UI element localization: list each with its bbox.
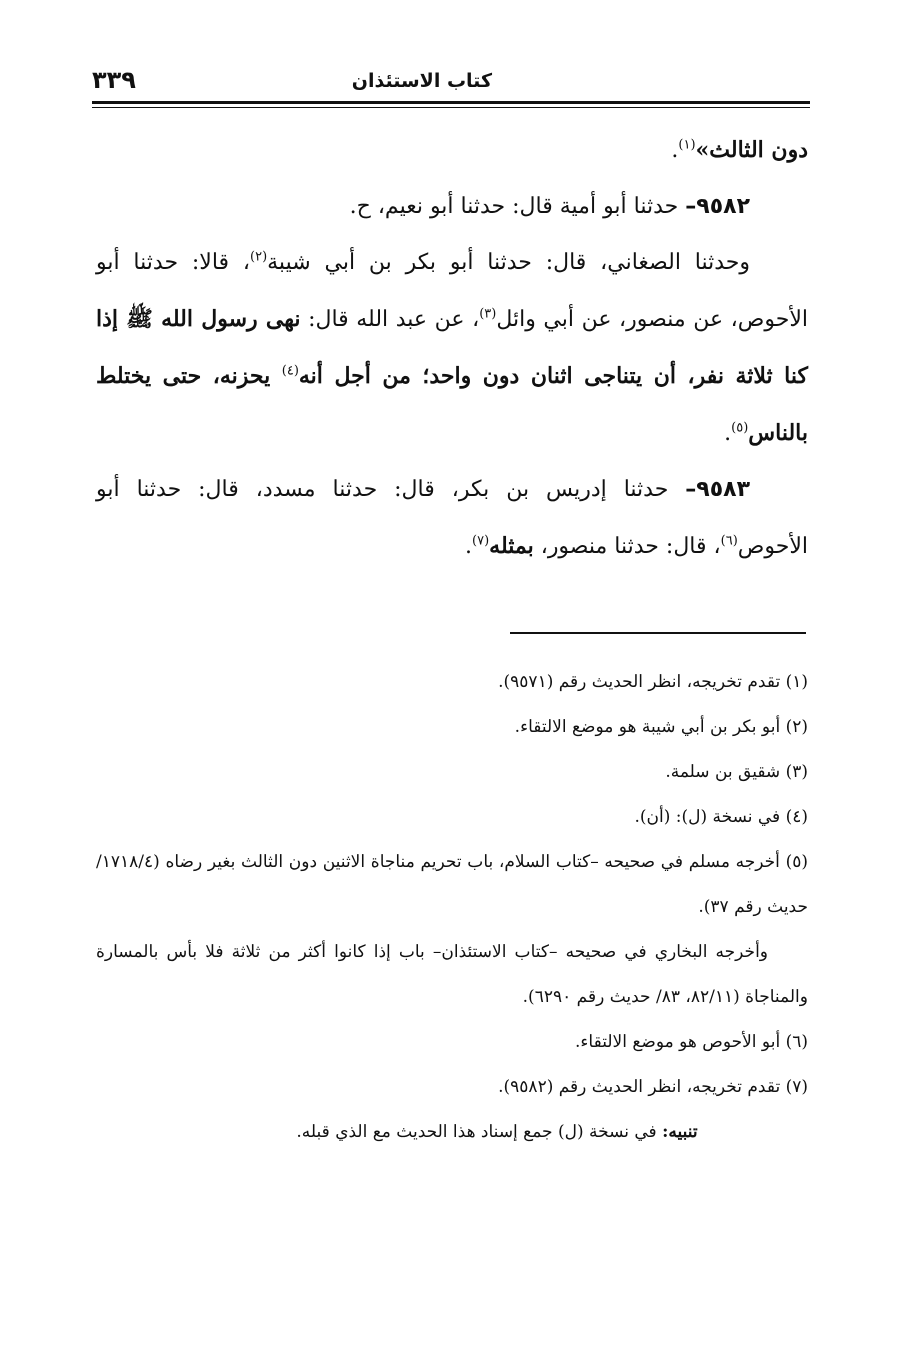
footnote-4: (٤) في نسخة (ل): (أن). — [634, 807, 808, 827]
chapter-title: كتاب الاستئذان — [351, 70, 492, 92]
footnote-ref: (١) — [678, 137, 696, 153]
footnotes — [96, 660, 808, 1155]
footnote-separator — [510, 632, 806, 634]
footnote-5-continued: وأخرجه البخاري في صحيحه –كتاب الاستئذان– باب إذا كانوا أكثر من ثلاثة فلا بأس بالمسارة والمناجاة (٨٢/١١، ٨٣/ حديث رقم ٦٢٩٠). — [96, 942, 808, 1007]
footnote-1: (١) تقدم تخريجه، انظر الحديث رقم (٩٥٧١). — [498, 672, 808, 692]
footnote-ref: (٦) — [720, 533, 738, 549]
hadith-number: ٩٥٨٣– — [685, 477, 750, 502]
hadith-9582: ٩٥٨٢– حدثنا أبو أمية قال: حدثنا أبو نعيم، ح. — [349, 194, 750, 219]
footnote-7: (٧) تقدم تخريجه، انظر الحديث رقم (٩٥٨٢). — [498, 1077, 808, 1097]
footnote-ref: (٤) — [281, 363, 299, 379]
header-rule-thin — [92, 107, 810, 108]
footnote-5: (٥) أخرجه مسلم في صحيحه –كتاب السلام، باب تحريم مناجاة الاثنين دون الثالث بغير رضاه (١٧١٨/٤/ حديث رقم ٣٧). — [96, 852, 808, 917]
footnote-6: (٦) أبو الأحوص هو موضع الالتقاء. — [575, 1032, 808, 1052]
page-number: ٣٣٩ — [92, 66, 136, 94]
note-label: تنبيه: — [662, 1122, 698, 1142]
footnote-2: (٢) أبو بكر بن أبي شيبة هو موضع الالتقاء. — [514, 717, 808, 737]
main-text — [96, 122, 808, 575]
hadith-matn: نهى رسول الله ﷺ إذا كنا ثلاثة نفر، أن يتناجى اثنان دون واحد؛ من أجل أنه — [96, 306, 808, 389]
footnote-ref: (٧) — [472, 533, 490, 549]
header-rule-thick — [92, 101, 810, 104]
hadith-9582-isnad: وحدثنا الصغاني، قال: حدثنا أبو بكر بن أبي شيبة$^{(٢)}$، قالا: حدثنا أبو الأحوص، عن منصور، عن أبي وائل$^{(٣)}$، عن عبد الله قال: نهى رسول الله ﷺ إذا كنا ثلاثة نفر، أن يتناجى اثنان دون واحد؛ من أجل أنه$^{(٤)}$ يحزنه، حتى يختلط بالناس$^{(٥)}$. — [96, 249, 808, 446]
running-header — [92, 66, 810, 100]
hadith-number: ٩٥٨٢– — [685, 194, 750, 219]
editor-note — [96, 1110, 808, 1155]
footnote-ref: (٢) — [250, 249, 268, 265]
footnote-3: (٣) شقيق بن سلمة. — [665, 762, 808, 782]
note-text: في نسخة (ل) جمع إسناد هذا الحديث مع الذي قبله. — [296, 1122, 663, 1142]
hadith-9583: ٩٥٨٣– حدثنا إدريس بن بكر، قال: حدثنا مسدد، قال: حدثنا أبو الأحوص$^{(٦)}$، قال: حدثنا منصور، بمثله$^{(٧)}$. — [96, 477, 808, 559]
footnote-ref: (٥) — [731, 420, 749, 436]
paragraph-continuation: دون الثالث»$^{(١)}$. — [671, 137, 808, 163]
hadith-matn-end: يحزنه، حتى يختلط بالناس — [96, 363, 808, 446]
footnote-ref: (٣) — [479, 306, 497, 322]
